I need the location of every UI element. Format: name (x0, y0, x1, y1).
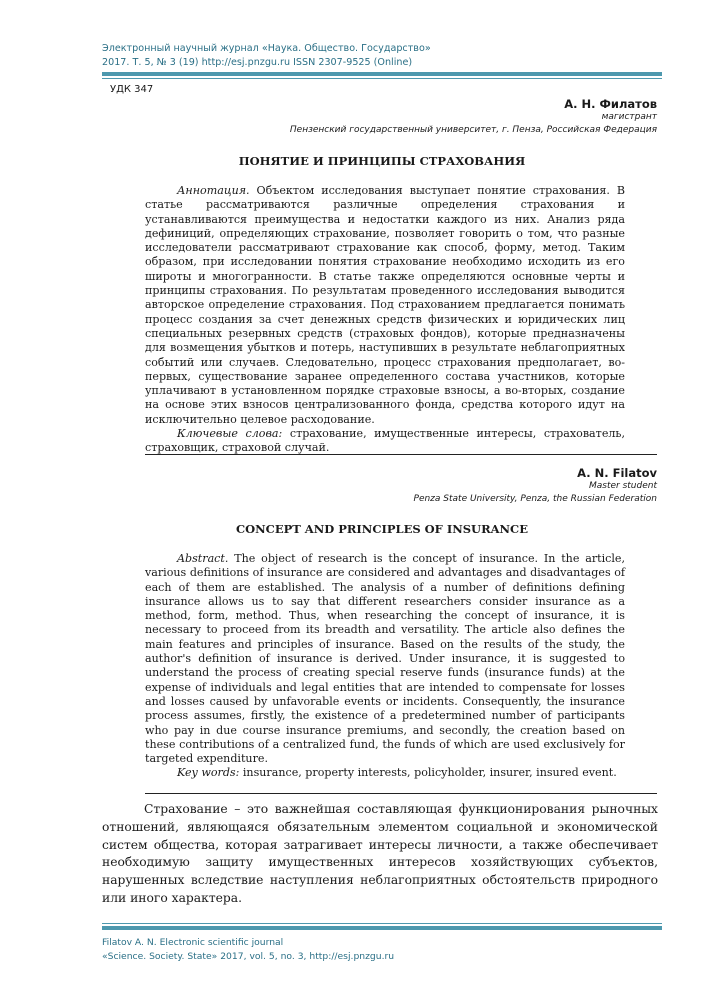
udk-code: УДК 347 (110, 84, 154, 95)
footer-rule-thin (102, 923, 662, 924)
ru-keywords (145, 427, 625, 456)
ru-abstract (145, 184, 625, 427)
page-footer (102, 936, 394, 964)
en-keywords-text: insurance, property interests, policyholder, insurer, insured event. (239, 766, 617, 780)
en-abstract (145, 552, 625, 766)
en-keywords-label: Key words: (177, 766, 240, 780)
ru-author-name: А. Н. Филатов (564, 97, 657, 111)
ru-article-title: ПОНЯТИЕ И ПРИНЦИПЫ СТРАХОВАНИЯ (238, 154, 526, 168)
header-rule-thin (102, 78, 662, 79)
journal-header-line2: 2017. Т. 5, № 3 (19) http://esj.pnzgu.ru ISSN 2307-9525 (Online) (102, 57, 413, 68)
journal-header-line1: Электронный научный журнал «Наука. Общество. Государство» (102, 43, 431, 54)
footer-line2: «Science. Society. State» 2017, vol. 5, no. 3, http://esj.pnzgu.ru (102, 951, 395, 962)
ru-abstract-box (145, 184, 625, 456)
ru-abstract-text: Объектом исследования выступает понятие страхования. В статье рассматриваются различные определения страхования и устанавливаются преимущества и недостатки каждого из них. Анализ ряда дефиниций, определяющих страхование, позволяет говорить о том, что разные исследователи рассматривают страхование как способ, форму, метод. Таким образом, при исследовании понятия страхование необходимо исходить из его широты и многогранности. В статье также определяются основные черты и принципы страхования. По результатам проведенного исследования выводится авторское определение страхования. Под страхованием предлагается понимать процесс создания за счет денежных средств физических и юридических лиц специальных резервных средств (страховых фондов), которые предназначены для возмещения убытков и потерь, наступивших в результате неблагоприятных событий или случаев. Следовательно, процесс страхования предполагает, во-первых, существование заранее определенного состава участников, которые уплачивают в установленном порядке страховые взносы, а во-вторых, создание на основе этих взносов централизованного фонда, средства которого идут на исключительно целевое расходование. (145, 184, 625, 426)
footer-rule-thick (102, 926, 662, 930)
ru-keywords-text: страхование, имущественные интересы, страхователь, страховщик, страховой случай. (145, 427, 625, 455)
en-author-block (414, 466, 657, 506)
en-author-name: A. N. Filatov (577, 466, 657, 480)
en-author-position: Master student (588, 481, 657, 491)
article-body (102, 801, 658, 908)
en-author-affiliation: Penza State University, Penza, the Russian Federation (413, 494, 657, 504)
footer-line1: Filatov A. N. Electronic scientific journal (102, 937, 284, 948)
en-keywords (145, 766, 625, 780)
body-paragraph: Страхование – это важнейшая составляющая функционирования рыночных отношений, являющаяся обязательным элементом социальной и экономической систем общества, которая затрагивает интересы личности, а также обеспечивает необходимую защиту имущественных интересов хозяйствующих субъектов, нарушенных вследствие наступления неблагоприятных обстоятельств природного или иного характера. (102, 802, 658, 905)
en-abstract-box (145, 552, 625, 781)
ru-abstract-label: Аннотация. (177, 184, 250, 197)
ru-author-block (290, 97, 657, 137)
header-rule-thick (102, 72, 662, 76)
en-article-title: CONCEPT AND PRINCIPLES OF INSURANCE (236, 522, 528, 536)
ru-author-position: магистрант (601, 112, 657, 122)
journal-header (102, 42, 431, 70)
ru-keywords-label: Ключевые слова: (177, 427, 283, 441)
en-abstract-rule (145, 793, 657, 794)
ru-author-affiliation: Пензенский государственный университет, г. Пенза, Российская Федерация (289, 125, 657, 135)
ru-abstract-rule (145, 454, 657, 455)
en-abstract-label: Abstract. (177, 552, 229, 565)
en-abstract-text: The object of research is the concept of insurance. In the article, various definitions of insurance are considered and advantages and disadvantages of each of them are established. The analysis of a number of definitions defining insurance allows us to say that different researchers consider insurance as a method, form, method. Thus, when researching the concept of insurance, it is necessary to proceed from its breadth and versatility. The article also defines the main features and principles of insurance. Based on the results of the study, the author's definition of insurance is derived. Under insurance, it is suggested to understand the process of creating special reserve funds (insurance funds) at the expense of individuals and legal entities that are intended to compensate for losses and losses caused by unfavorable events or incidents. Consequently, the insurance process assumes, firstly, the existence of a predetermined number of participants who pay in due course insurance premiums, and secondly, the creation based on these contributions of a centralized fund, the funds of which are used exclusively for targeted expenditure. (145, 552, 625, 766)
